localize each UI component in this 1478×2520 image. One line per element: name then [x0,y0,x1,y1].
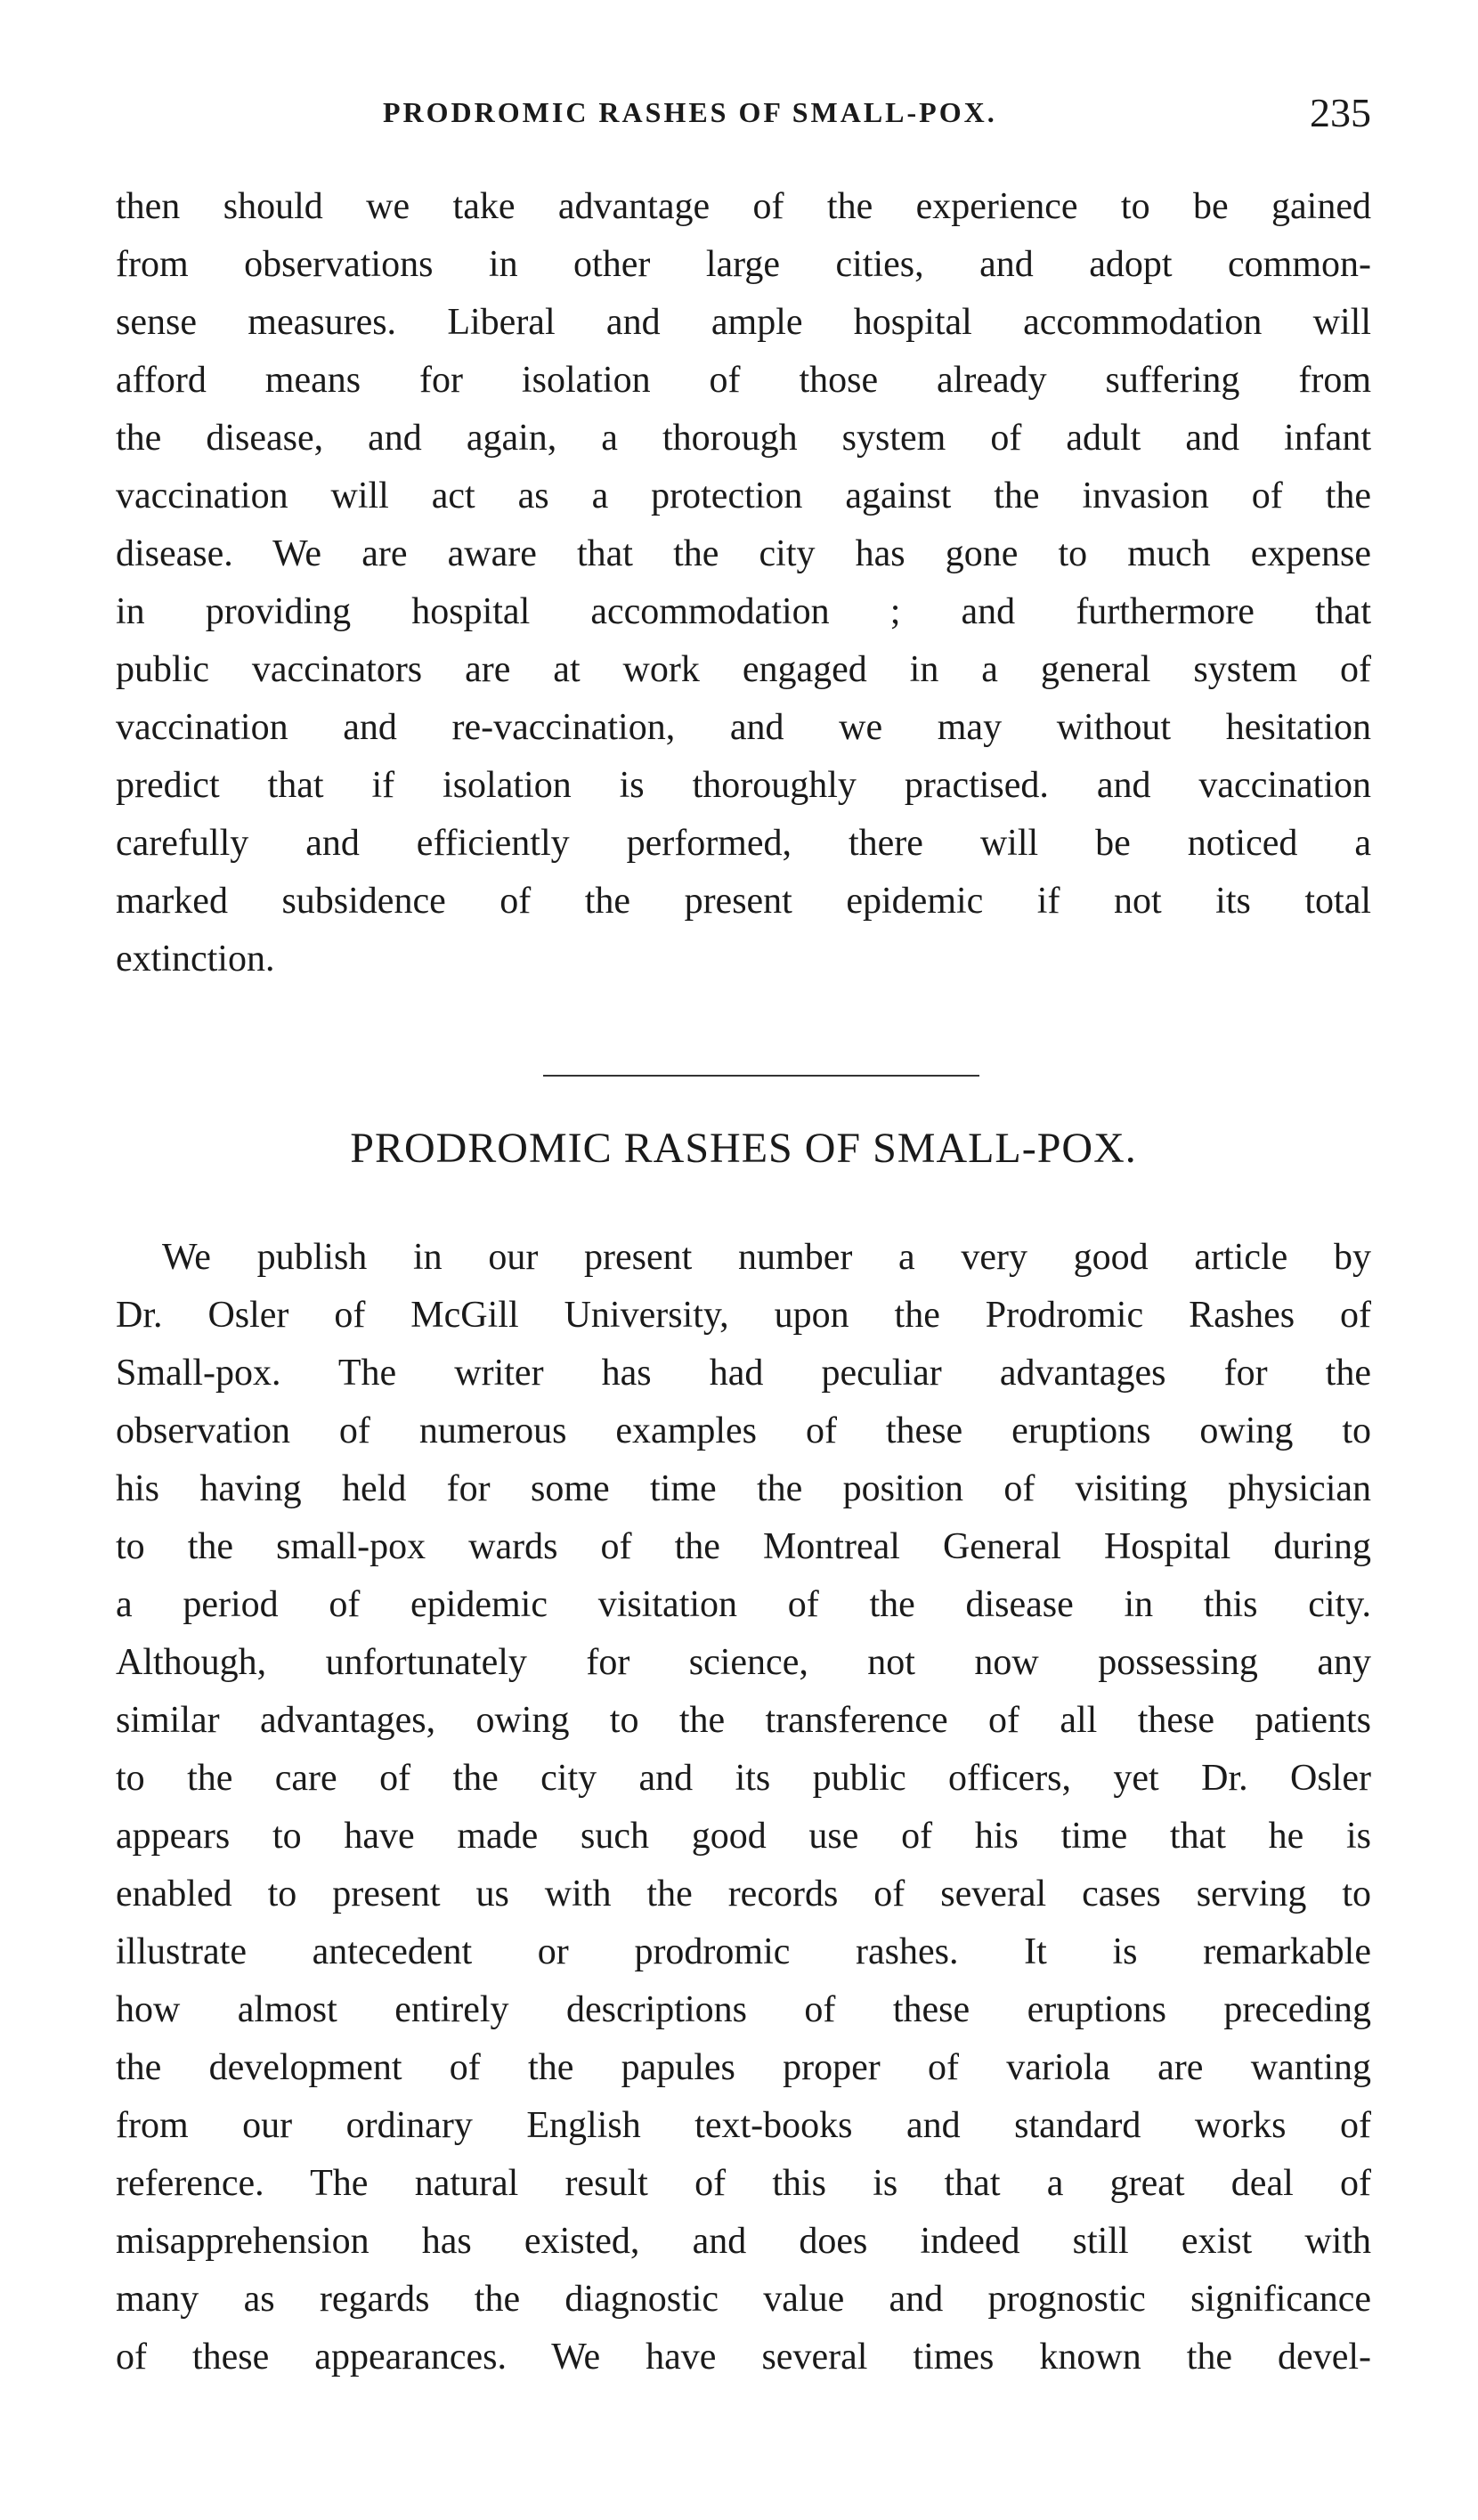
text-line: We publish in our present number a very good article by [162,1237,1371,1278]
text-line: predict that if isolation is thoroughly practised. and vaccination [116,765,1371,806]
page-number: 235 [1310,90,1371,135]
text-line: Dr. Osler of McGill University, upon the Prodromic Rashes of [116,1295,1371,1336]
text-line: to the small-pox wards of the Montreal General Hospital during [116,1526,1371,1567]
text-line: disease. We are aware that the city has gone to much expense [116,533,1371,574]
running-title: PRODROMIC RASHES OF SMALL-POX. [383,96,997,128]
text-line: illustrate antecedent or prodromic rashes. It is remarkable [116,1931,1371,1972]
text-line: Although, unfortunately for science, not now possessing any [116,1642,1371,1683]
text-line: Small-pox. The writer has had peculiar advantages for the [116,1353,1371,1394]
text-line: sense measures. Liberal and ample hospital accommodation will [116,302,1371,343]
text-line: observation of numerous examples of these eruptions owing to [116,1410,1371,1451]
text-line: vaccination will act as a protection against the invasion of the [116,476,1371,516]
section-paragraph [116,1229,1371,2386]
text-line: reference. The natural result of this is that a great deal of [116,2163,1371,2204]
article-end-paragraph [116,178,1371,988]
text-line: to the care of the city and its public officers, yet Dr. Osler [116,1758,1371,1799]
text-line: enabled to present us with the records of several cases serving to [116,1874,1371,1914]
text-line: how almost entirely descriptions of these eruptions preceding [116,1989,1371,2030]
text-line: the development of the papules proper of variola are wanting [116,2047,1371,2088]
text-line: public vaccinators are at work engaged in a general system of [116,649,1371,690]
text-line: appears to have made such good use of his time that he is [116,1816,1371,1857]
text-line: in providing hospital accommodation ; and furthermore that [116,591,1371,632]
text-line: many as regards the diagnostic value and prognostic significance [116,2279,1371,2320]
text-line: the disease, and again, a thorough system of adult and infant [116,418,1371,459]
text-line: a period of epidemic visitation of the disease in this city. [116,1584,1371,1625]
section-divider [543,1075,979,1077]
section-heading: PRODROMIC RASHES OF SMALL-POX. [350,1125,1137,1172]
text-line: marked subsidence of the present epidemic if not its total [116,881,1371,922]
text-line: extinction. [116,939,275,980]
running-head [125,89,1371,142]
text-line: misapprehension has existed, and does indeed still exist with [116,2221,1371,2262]
text-line: similar advantages, owing to the transference of all these patients [116,1700,1371,1741]
text-line: then should we take advantage of the experience to be gained [116,186,1371,227]
text-line: from our ordinary English text-books and standard works of [116,2105,1371,2146]
text-line: his having held for some time the position of visiting physician [116,1468,1371,1509]
text-line: from observations in other large cities, and adopt common- [116,244,1371,285]
text-line: vaccination and re-vaccination, and we may without hesitation [116,707,1371,748]
text-line: carefully and efficiently performed, there will be noticed a [116,823,1371,864]
text-line: of these appearances. We have several times known the devel- [116,2337,1371,2378]
text-line: afford means for isolation of those already suffering from [116,360,1371,401]
